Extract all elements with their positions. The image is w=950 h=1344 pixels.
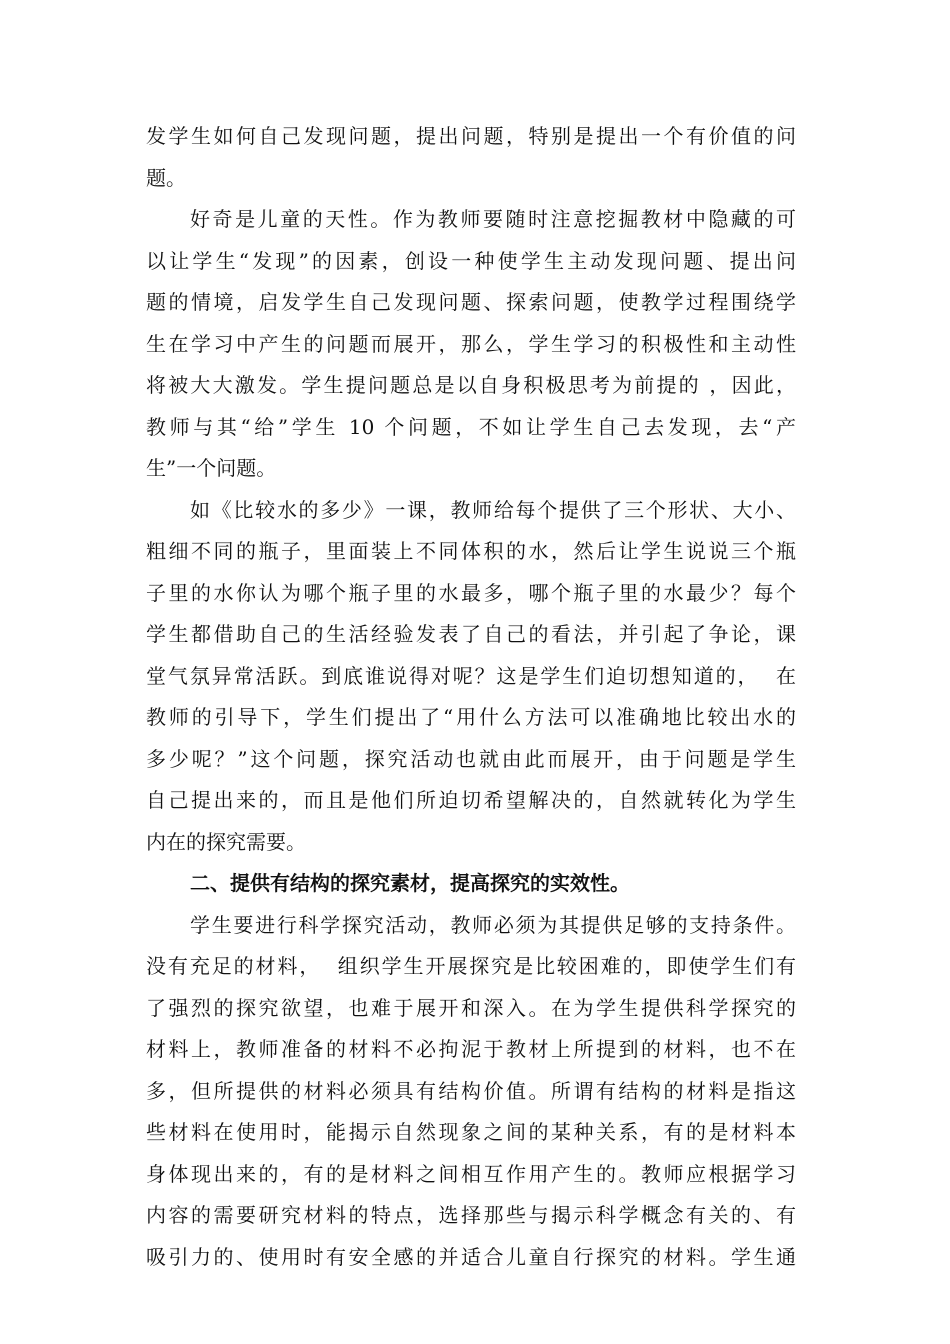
text-line: 多少呢？”这个问题，探究活动也就由此而展开，由于问题是学生 <box>146 746 796 771</box>
paragraph <box>146 199 796 490</box>
text-line: 将被大大激发。学生提问题总是以自身积极思考为前提的 ，因此， <box>146 373 796 397</box>
section-heading <box>146 863 796 905</box>
text-line: 吸引力的、使用时有安全感的并适合儿童自行探究的材料。学生通 <box>146 1244 796 1269</box>
text-line: 生”一个问题。 <box>146 456 277 480</box>
text-line: 教师的引导下，学生们提出了“用什么方法可以准确地比较出水的 <box>146 705 796 729</box>
paragraph <box>146 905 796 1279</box>
text-line: 没有充足的材料， 组织学生开展探究是比较困难的，即使学生们有 <box>146 954 796 978</box>
text-line: 自己提出来的，而且是他们所迫切希望解决的，自然就转化为学生 <box>146 788 796 812</box>
text-line: 学生要进行科学探究活动，教师必须为其提供足够的支持条件。 <box>190 912 796 937</box>
text-line: 教师与其“给”学生 10 个问题，不如让学生自己去发现，去“产 <box>146 414 796 439</box>
text-line: 堂气氛异常活跃。到底谁说得对呢？这是学生们迫切想知道的， 在 <box>146 663 796 688</box>
heading-line: 二、提供有结构的探究素材，提高探究的实效性。 <box>190 871 630 895</box>
text-line: 题。 <box>146 165 186 190</box>
text-line: 材料上，教师准备的材料不必拘泥于教材上所提到的材料，也不在 <box>146 1037 796 1061</box>
document-page <box>146 116 796 1278</box>
text-line: 生在学习中产生的问题而展开，那么，学生学习的积极性和主动性 <box>146 331 796 356</box>
text-line: 粗细不同的瓶子，里面装上不同体积的水，然后让学生说说三个瓶 <box>146 539 796 563</box>
text-line: 多，但所提供的材料必须具有结构价值。所谓有结构的材料是指这 <box>146 1078 796 1103</box>
paragraph <box>146 490 796 864</box>
text-line: 子里的水你认为哪个瓶子里的水最多，哪个瓶子里的水最少？每个 <box>146 580 796 605</box>
text-line: 发学生如何自己发现问题，提出问题，特别是提出一个有价值的问 <box>146 124 796 148</box>
text-line: 了强烈的探究欲望，也难于展开和深入。在为学生提供科学探究的 <box>146 995 796 1020</box>
text-line: 学生都借助自己的生活经验发表了自己的看法，并引起了争论，课 <box>146 622 796 646</box>
text-line: 内在的探究需要。 <box>146 829 306 854</box>
text-line: 内容的需要研究材料的特点，选择那些与揭示科学概念有关的、有 <box>146 1203 796 1227</box>
text-line: 些材料在使用时，能揭示自然现象之间的某种关系，有的是材料本 <box>146 1120 796 1144</box>
paragraph <box>146 116 796 199</box>
text-line: 以让学生“发现”的因素，创设一种使学生主动发现问题、提出问 <box>146 248 796 273</box>
text-line: 题的情境，启发学生自己发现问题、探索问题，使教学过程围绕学 <box>146 290 796 314</box>
text-line: 好奇是儿童的天性。作为教师要随时注意挖掘教材中隐藏的可 <box>190 207 796 231</box>
text-line: 如《比较水的多少》一课，教师给每个提供了三个形状、大小、 <box>190 497 796 522</box>
text-line: 身体现出来的，有的是材料之间相互作用产生的。教师应根据学习 <box>146 1161 796 1186</box>
